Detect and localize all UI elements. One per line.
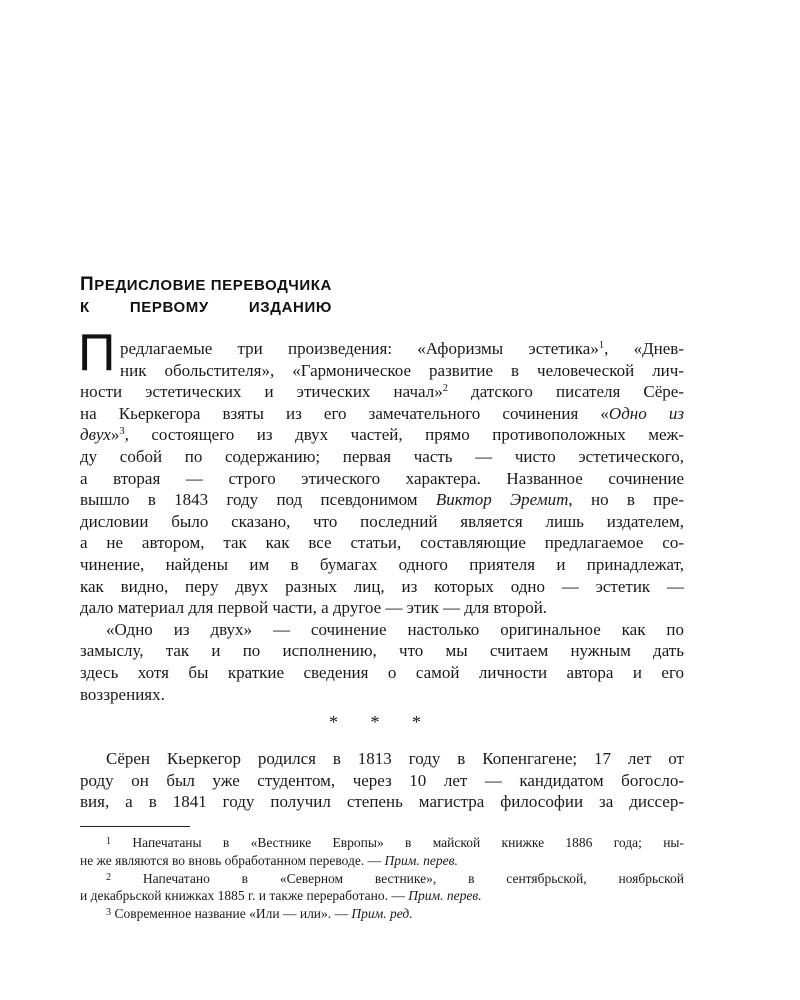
text-line: замыслу, так и по исполнению, что мы считаем нужным дать [80, 641, 684, 661]
text-line: воззрениях. [80, 684, 165, 704]
drop-cap: П [78, 324, 116, 382]
text-line: здесь хотя бы краткие сведения о самой личности автора и его [80, 662, 684, 682]
text-line: вышло в 1843 году под псевдонимом Виктор Эремит, но в пре- [80, 490, 684, 510]
footnote-ref-2[interactable]: 2 [442, 383, 448, 395]
heading-line-1: ПРЕДИСЛОВИЕ ПЕРЕВОДЧИКА [80, 274, 332, 295]
footnote-2: $^2$ Напечатано в «Северном вестнике», в сентябрьской, ноябрьской [106, 870, 684, 886]
text-line: а вторая — строго этического характера. Названное сочинение [80, 468, 684, 488]
text-line: а не автором, так как все статьи, составляющие предлагаемое со- [80, 533, 684, 553]
text-line: чинение, найдены им в бумагах одного приятеля и принадлежат, [80, 554, 684, 574]
text-line: ник обольстителя», «Гармоническое развитие в человеческой лич- [120, 360, 684, 380]
chapter-heading [80, 274, 332, 319]
text-line: ду собой по содержанию; первая часть — чисто эстетического, [80, 446, 684, 466]
text-line: Сёрен Кьеркегор родился в 1813 году в Копенгагене; 17 лет от [106, 749, 684, 768]
footnote-1: $^1$ Напечатаны в «Вестнике Европы» в майской книжке 1886 года; ны- [106, 835, 684, 850]
text-line: вия, а в 1841 году получил степень магистра философии за диссер- [80, 792, 684, 812]
text-line: дисловии было сказано, что последний является лишь издателем, [80, 511, 684, 531]
footnote-divider [80, 826, 190, 827]
footnote-2-cont: и декабрьской книжках 1885 г. и также переработано. — Прим. перев. [80, 888, 482, 904]
text-line: ности эстетических и этических начал»$^2$ датского писателя Сёре- [80, 382, 685, 402]
main-text [78, 324, 685, 705]
heading-line-2: К ПЕРВОМУ ИЗДАНИЮ [80, 299, 332, 316]
text-line: как видно, перу двух разных лиц, из которых одно — эстетик — [80, 576, 684, 596]
text-line: П редлагаемые три произведения: «Афоризмы эстетика»$^1$, «Днев- [78, 324, 684, 382]
text-line: роду он был уже студентом, через 10 лет — кандидатом богосло- [80, 770, 684, 790]
main-text-continued [80, 748, 684, 813]
text-line: дало материал для первой части, а другое — этик — для второй. [80, 598, 548, 618]
footnote-3: $^3$ Современное название «Или — или». — Прим. ред. [106, 906, 413, 922]
text-line: на Кьеркегора взяты из его замечательного сочинения «Одно из [80, 403, 684, 423]
section-separator: * * * [329, 712, 435, 732]
footnote-ref-1[interactable]: 1 [598, 340, 605, 352]
footnotes [80, 834, 684, 923]
text-line: «Одно из двух» — сочинение настолько оригинальное как по [106, 619, 684, 639]
footnote-1-cont: не же являются во вновь обработанном переводе. — Прим. перев. [80, 852, 458, 868]
text-line: двух»$^3$, состоящего из двух частей, прямо противоположных меж- [80, 425, 684, 445]
footnote-ref-3[interactable]: 3 [119, 426, 125, 438]
